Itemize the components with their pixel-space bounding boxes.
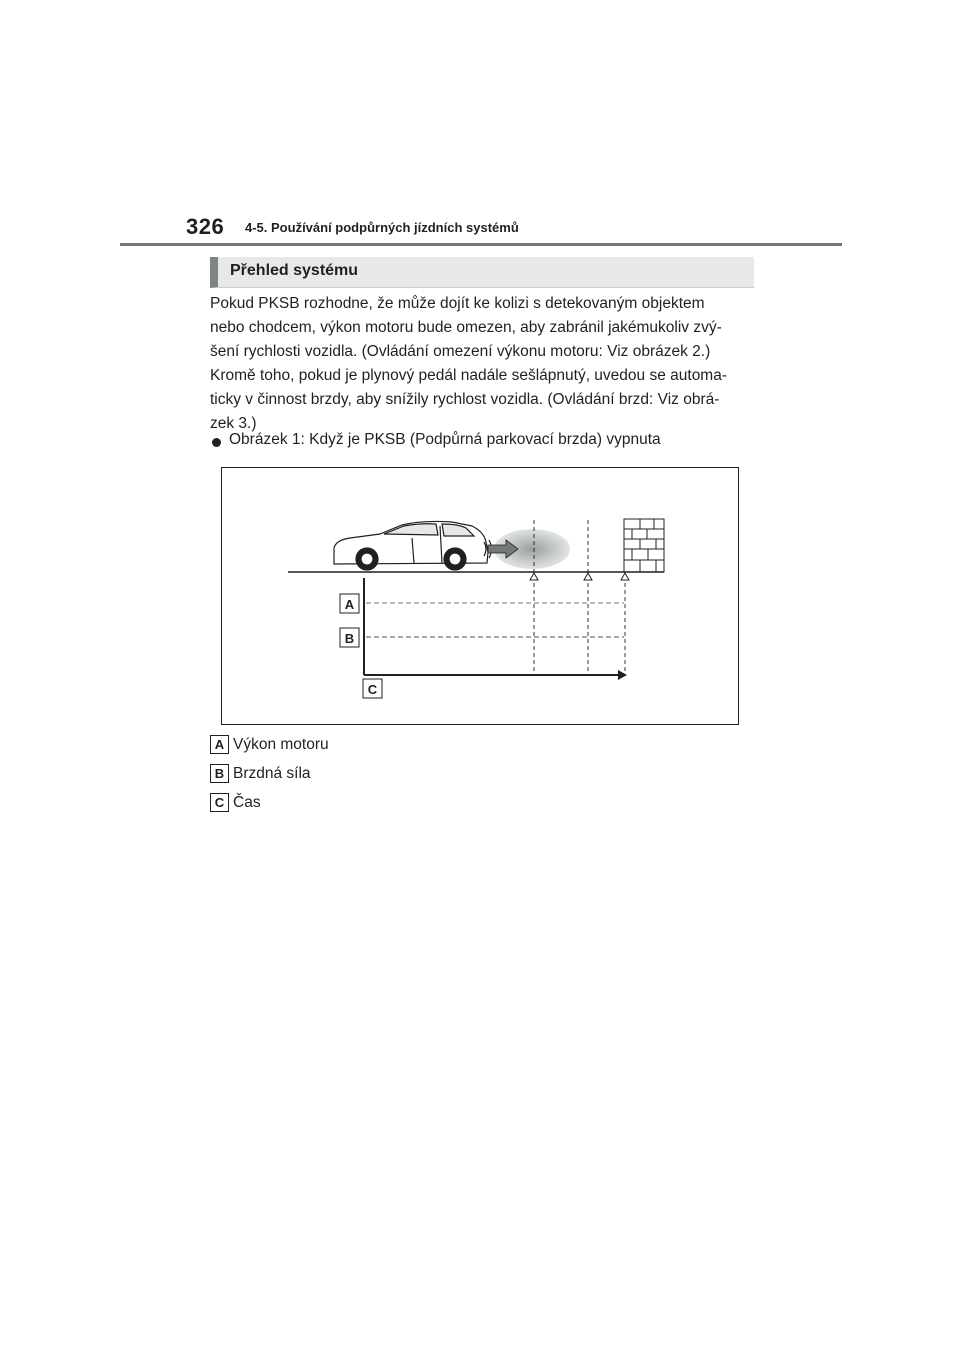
header-rule	[120, 243, 842, 246]
legend-item-brake-force	[210, 764, 311, 783]
paragraph-line: Pokud PKSB rozhodne, že může dojít ke kolizi s detekovaným objektem	[210, 295, 705, 312]
legend-item-time	[210, 793, 261, 812]
legend-text: Brzdná síla	[233, 764, 311, 782]
paragraph-line: nebo chodcem, výkon motoru bude omezen, aby zabránil jakémukoliv zvý-	[210, 319, 722, 336]
page-number: 326	[186, 214, 225, 239]
paragraph-line: ticky v činnost brzdy, aby snížily rychlost vozidla. (Ovládání brzd: Viz obrá-	[210, 391, 720, 408]
car-icon	[334, 521, 488, 570]
marker-triangles	[530, 573, 629, 580]
figure-label-a: A	[344, 597, 355, 612]
bullet-text: Obrázek 1: Když je PKSB (Podpůrná parkovací brzda) vypnuta	[229, 431, 661, 448]
paragraph-line: šení rychlosti vozidla. (Ovládání omezení výkonu motoru: Viz obrázek 2.)	[210, 343, 711, 360]
section-heading-text: Přehled systému	[230, 262, 359, 279]
brick-wall-icon	[624, 519, 664, 572]
legend-text: Čas	[233, 793, 261, 811]
paragraph-line: Kromě toho, pokud je plynový pedál nadále sešlápnutý, uvedou se automa-	[210, 367, 728, 384]
x-axis-arrowhead	[618, 670, 627, 680]
legend-item-engine-power	[210, 735, 329, 754]
figure-pksb-off	[221, 467, 739, 725]
section-heading	[210, 257, 754, 288]
legend-key: A	[210, 735, 229, 754]
legend-text: Výkon motoru	[233, 735, 329, 753]
paragraph-line: zek 3.)	[210, 415, 257, 432]
figure-label-b: B	[344, 631, 355, 646]
figure-label-c: C	[367, 682, 378, 697]
legend-key: C	[210, 793, 229, 812]
figure-illustration	[222, 468, 740, 726]
legend-key: B	[210, 764, 229, 783]
bullet-icon	[212, 438, 221, 447]
section-title: 4-5. Používání podpůrných jízdních systémů	[245, 220, 519, 235]
